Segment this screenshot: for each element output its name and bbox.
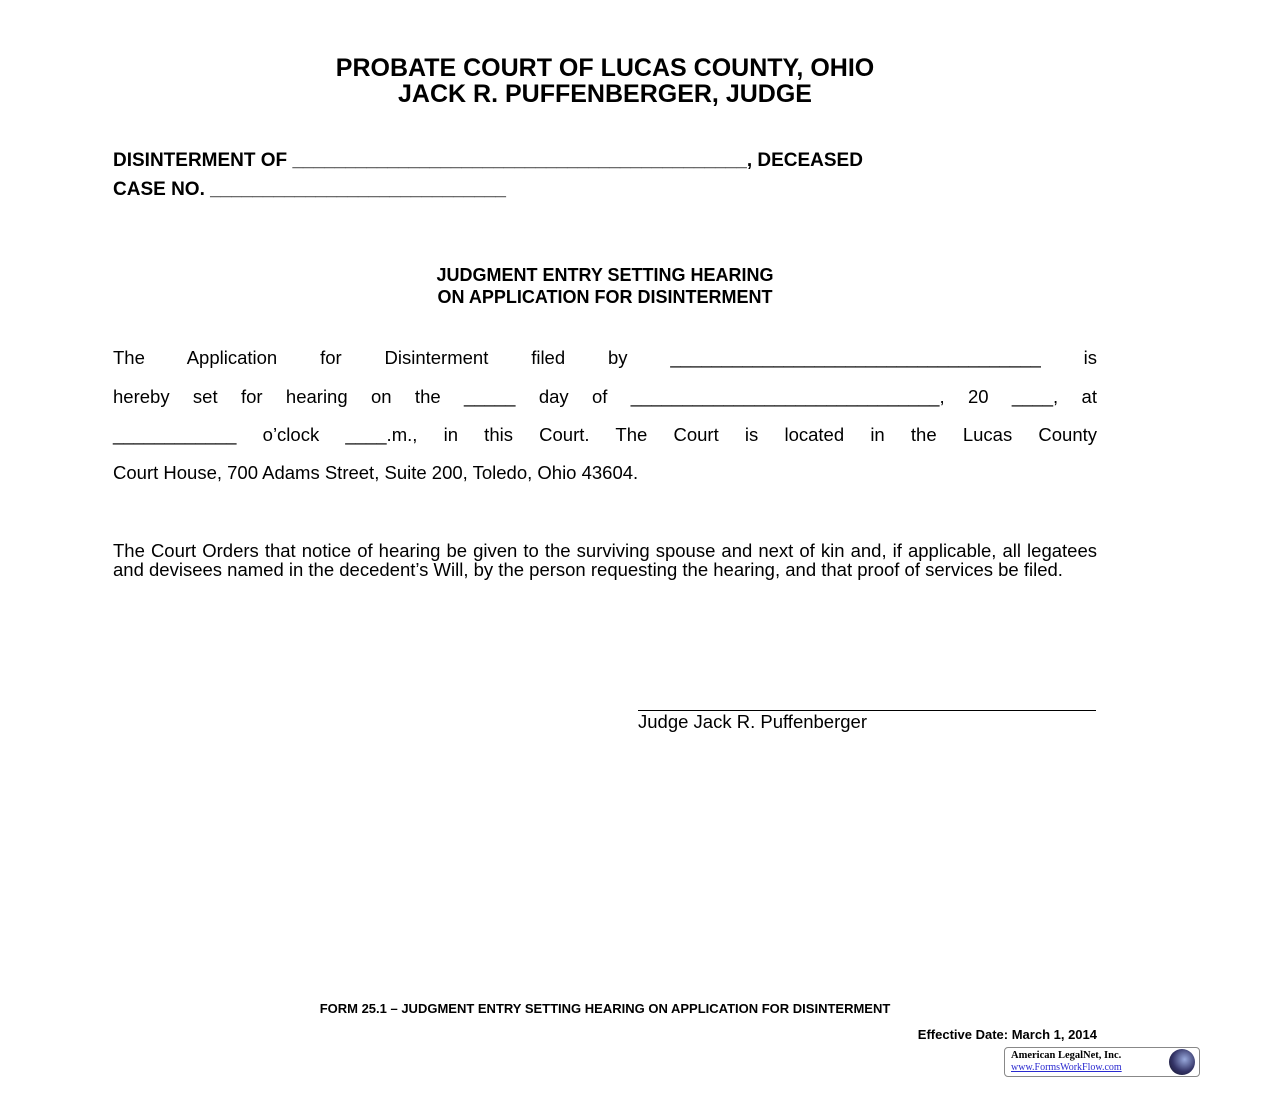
body-line-applicant[interactable]: The Application for Disinterment filed by ____________________________________ is: [113, 347, 1097, 368]
body-line-hearing-time[interactable]: ____________ o’clock ____.m., in this Court. The Court is located in the Lucas County: [113, 424, 1097, 445]
effective-date: Effective Date: March 1, 2014: [917, 1027, 1097, 1042]
body-line-address: Court House, 700 Adams Street, Suite 200, Toledo, Ohio 43604.: [113, 462, 639, 483]
document-title-line1: JUDGMENT ENTRY SETTING HEARING: [436, 265, 774, 285]
american-legalnet-logo[interactable]: [1004, 1047, 1200, 1077]
document-title-line2: ON APPLICATION FOR DISINTERMENT: [437, 287, 773, 307]
disinterment-of-field[interactable]: DISINTERMENT OF ___________________________________________, DECEASED: [113, 150, 863, 171]
judge-name: JACK R. PUFFENBERGER, JUDGE: [398, 80, 812, 108]
court-order-paragraph: The Court Orders that notice of hearing be given to the surviving spouse and next of kin and, if applicable, all legatees and devisees named in the decedent’s Will, by the person requesting the hearing, and that proof of services be filed.: [113, 540, 1097, 580]
logo-company: American LegalNet, Inc.: [1011, 1050, 1122, 1061]
court-name: PROBATE COURT OF LUCAS COUNTY, OHIO: [335, 54, 875, 82]
logo-url-link[interactable]: www.FormsWorkFlow.com: [1011, 1062, 1122, 1073]
globe-icon: [1169, 1049, 1195, 1075]
case-number-field[interactable]: CASE NO. ____________________________: [113, 179, 506, 200]
signature-label: Judge Jack R. Puffenberger: [638, 711, 867, 732]
body-line-hearing-date[interactable]: hereby set for hearing on the _____ day of ______________________________, 20 ____, at: [113, 386, 1097, 407]
form-footer: FORM 25.1 – JUDGMENT ENTRY SETTING HEARING ON APPLICATION FOR DISINTERMENT: [319, 1001, 891, 1016]
